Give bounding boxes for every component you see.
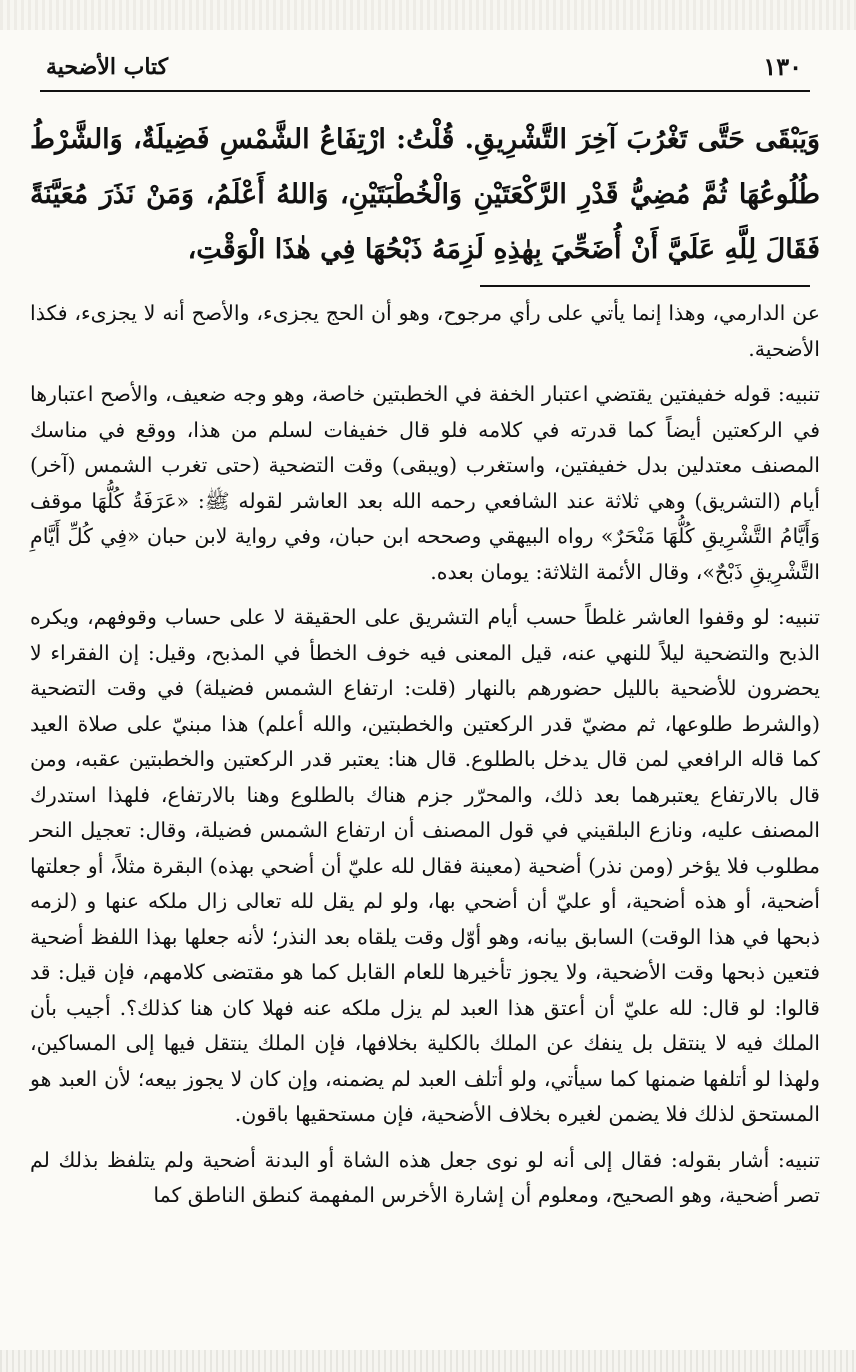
commentary-body: [30, 296, 820, 1214]
book-title: كتاب الأضحية: [46, 54, 169, 80]
scan-edge-top: [0, 0, 856, 30]
commentary-paragraph: تنبيه: لو وقفوا العاشر غلطاً حسب أيام التشريق على الحقيقة لا على حساب وقوفهم، ويكره الذبح والتضحية ليلاً للنهي عنه، قيل المعنى فيه خوف الخطأ في المذبح، وقيل: إن الفقراء لا يحضرون للأضحية بالليل حضورهم بالنهار (قلت: ارتفاع الشمس فضيلة) في وقت التضحية (والشرط طلوعها، ثم مضيّ قدر الركعتين والخطبتين، والله أعلم) هذا مبنيّ على صلاة العيد كما قاله الرافعي لمن قال يدخل بالطلوع. قال هنا: يعتبر قدر الركعتين والخطبتين عقبه، ومن قال بالارتفاع يعتبرهما بعد ذلك، والمحرّر جزم هناك بالطلوع وهنا بالارتفاع، فلهذا استدرك المصنف عليه، ونازع البلقيني في قول المصنف أن ارتفاع الشمس فضيلة، وقال: تعجيل النحر مطلوب فلا يؤخر (ومن نذر) أضحية (معينة فقال لله عليّ أن أضحي بهذه) البقرة مثلاً، أو جعلتها أضحية، أو هذه أضحية، أو عليّ أن أضحي بها، ولو لم يقل لله تعالى زال ملكه عنها و (لزمه ذبحها في هذا الوقت) السابق بيانه، وهو أوّل وقت يلقاه بعد النذر؛ لأنه جعلها بهذا اللفظ أضحية فتعين ذبحها وقت الأضحية، ولا يجوز تأخيرها للعام القابل كما هو مقتضى كلامهم، فإن قيل: قد قالوا: لو قال: لله عليّ أن أعتق هذا العبد لم يزل ملكه عنه فهلا كان هنا كذلك؟. أجيب بأن الملك فيه لا ينتقل بل ينفك عن الملك بالكلية بخلافها، فإن الملك ينتقل فيها إلى المساكين، ولهذا لو أتلفها ضمنها كما سيأتي، ولو أتلف العبد لم يضمنه، وإن كان لا يجوز بيعه؛ لأن العبد هو المستحق لذلك فلا يضمن لغيره بخلاف الأضحية، فإن مستحقيها باقون.: [30, 605, 820, 1126]
commentary-paragraph: عن الدارمي، وهذا إنما يأتي على رأي مرجوح، وهو أن الحج يجزىء، والأصح أنه لا يجزىء، فكذا الأضحية.: [30, 301, 820, 361]
commentary-paragraph: تنبيه: أشار بقوله: فقال إلى أنه لو نوى جعل هذه الشاة أو البدنة أضحية ولم يتلفظ بذلك لم تصر أضحية، وهو الصحيح، ومعلوم أن إشارة الأخرس المفهمة كنطق الناطق كما: [30, 1147, 820, 1207]
page-number: ١٣٠: [763, 52, 802, 81]
page-header: [40, 48, 810, 92]
scan-edge-bottom: [0, 1350, 856, 1372]
footnote-separator: [480, 285, 810, 287]
commentary-paragraph: تنبيه: قوله خفيفتين يقتضي اعتبار الخفة في الخطبتين خاصة، وهو وجه ضعيف، والأصح اعتبارها في الركعتين أيضاً كما قدرته في كلامه فلو قال خفيفات لسلم من هذا، ووقع في مناسك المصنف معتدلين بدل خفيفتين، واستغرب (ويبقى) وقت التضحية (حتى تغرب الشمس (آخر) أيام (التشريق) وهي ثلاثة عند الشافعي رحمه الله بعد العاشر لقوله ﷺ: «عَرَفَةُ كُلُّهَا موقف وَأَيَّامُ التَّشْرِيقِ كُلُّهَا مَنْحَرٌ» رواه البيهقي وصححه ابن حبان، وفي رواية لابن حبان «فِي كُلِّ أَيَّامِ التَّشْرِيقِ ذَبْحٌ»، وقال الأئمة الثلاثة: يومان بعده.: [30, 382, 820, 584]
matn-text: وَيَبْقَى حَتَّى تَغْرُبَ آخِرَ التَّشْرِيقِ. قُلْتُ: ارْتِفَاعُ الشَّمْسِ فَضِيلَةٌ، وَالشَّرْطُ طُلُوعُهَا ثُمَّ مُضِيُّ قَدْرِ الرَّكْعَتَيْنِ وَالْخُطْبَتَيْنِ، وَاللهُ أَعْلَمُ، وَمَنْ نَذَرَ مُعَيَّنَةً فَقَالَ لِلَّهِ عَلَيَّ أَنْ أُضَحِّيَ بِهٰذِهِ لَزِمَهُ ذَبْحُهَا فِي هٰذَا الْوَقْتِ،: [30, 124, 820, 265]
